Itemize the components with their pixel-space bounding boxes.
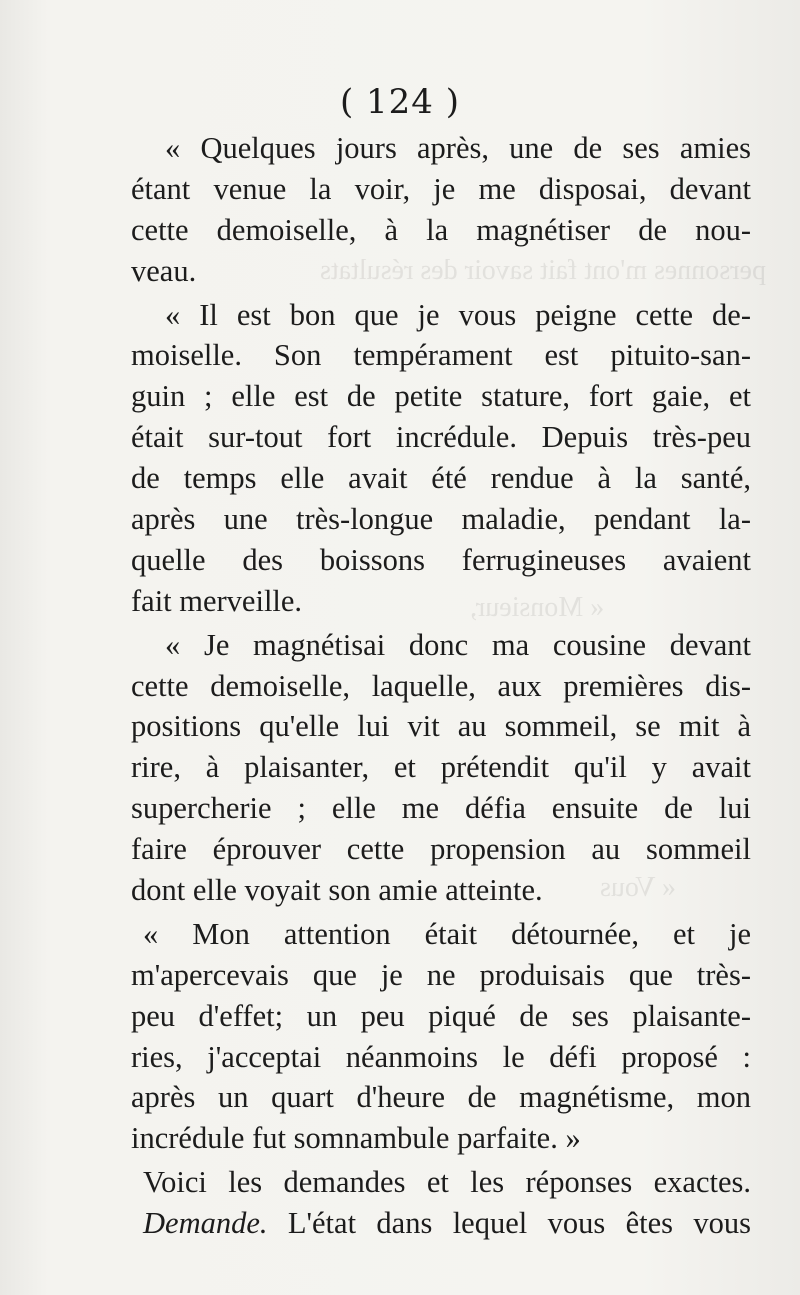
text-line: était sur-tout fort incrédule. Depuis très-peu	[131, 420, 751, 455]
bleed-through-text: « Vous	[600, 872, 677, 903]
text-line: après une très-longue maladie, pendant la-	[131, 502, 751, 537]
text-line: m'apercevais que je ne produisais que très-	[131, 957, 751, 992]
text-line: « Mon attention était détournée, et je	[143, 916, 751, 951]
text-line: Voici les demandes et les réponses exactes.	[143, 1165, 751, 1200]
text-line: fait merveille.	[131, 583, 303, 618]
text-line: ries, j'acceptai néanmoins le défi proposé :	[131, 1039, 751, 1074]
text-line: de temps elle avait été rendue à la santé,	[131, 461, 751, 496]
text-line: dont elle voyait son amie atteinte.	[131, 873, 543, 908]
text-line: rire, à plaisanter, et prétendit qu'il y avait	[131, 750, 751, 785]
text-line: veau.	[131, 253, 197, 288]
text-line-last	[131, 1203, 751, 1244]
text-line: après un quart d'heure de magnétisme, mon	[131, 1080, 751, 1115]
text-line: faire éprouver cette propension au sommeil	[131, 832, 751, 867]
text-line: « Je magnétisai donc ma cousine devant	[165, 627, 751, 662]
text-line: supercherie ; elle me défia ensuite de lui	[131, 791, 751, 826]
bleed-through-text: « Monsieur,	[470, 592, 605, 623]
bleed-through-text: personnes m'ont fait savoir des résultats	[320, 255, 766, 286]
demande-label: Demande.	[143, 1206, 268, 1241]
text-line: incrédule fut somnambule parfaite. »	[131, 1121, 581, 1156]
text-line: quelle des boissons ferrugineuses avaient	[131, 542, 751, 577]
text-line: « Il est bon que je vous peigne cette de-	[165, 297, 751, 332]
text-line: cette demoiselle, laquelle, aux premières dis-	[131, 668, 751, 703]
body-text	[131, 128, 751, 1244]
text-line: peu d'effet; un peu piqué de ses plaisante-	[131, 998, 751, 1033]
text-line: « Quelques jours après, une de ses amies	[165, 131, 751, 165]
text-line: étant venue la voir, je me disposai, devant	[131, 171, 751, 206]
text-line: guin ; elle est de petite stature, fort gaie, et	[131, 379, 751, 414]
text-line: moiselle. Son tempérament est pituito-san-	[131, 338, 751, 373]
text-line: positions qu'elle lui vit au sommeil, se mit à	[131, 709, 751, 744]
last-line-text: L'état dans lequel vous êtes vous	[287, 1206, 751, 1241]
page-number: ( 124 )	[339, 82, 461, 122]
text-line: cette demoiselle, à la magnétiser de nou-	[131, 212, 751, 247]
